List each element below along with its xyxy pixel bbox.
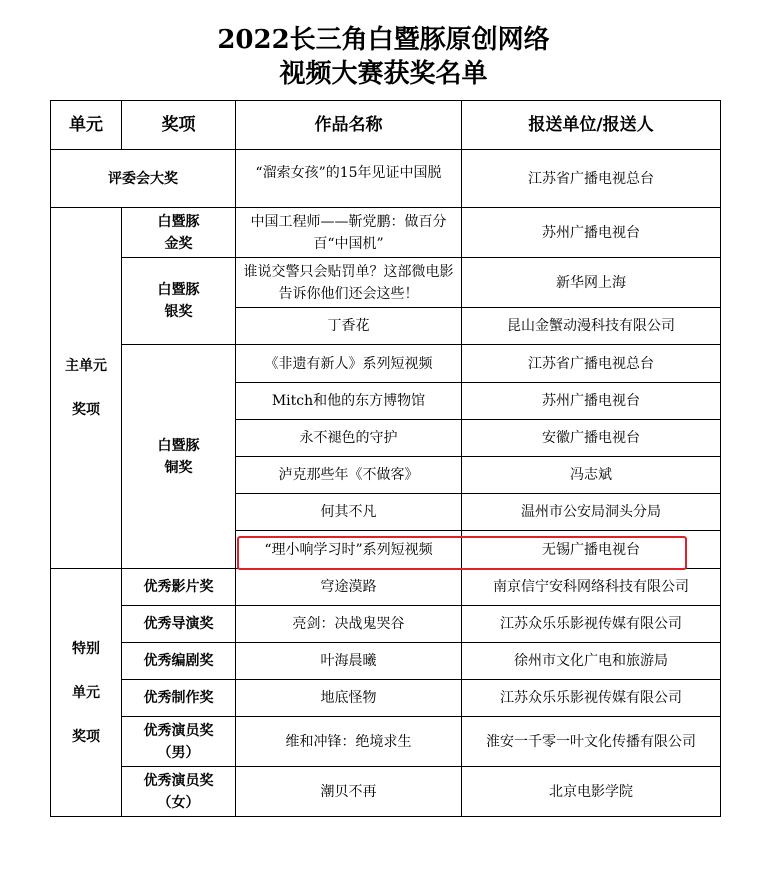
header-unit: 单元 — [51, 101, 122, 150]
table-row — [51, 717, 721, 767]
table-row — [51, 258, 721, 308]
special-award: 优秀演员奖 （女） — [122, 767, 236, 817]
submitter-cell: 江苏众乐乐影视传媒有限公司 — [462, 680, 721, 717]
submitter-cell: 温州市公安局洞头分局 — [462, 494, 721, 531]
work-cell: 穹途漠路 — [236, 569, 462, 606]
submitter-cell: 北京电影学院 — [462, 767, 721, 817]
submitter-cell: 苏州广播电视台 — [462, 383, 721, 420]
special-award: 优秀演员奖 （男） — [122, 717, 236, 767]
work-cell: 何其不凡 — [236, 494, 462, 531]
submitter-cell: 无锡广播电视台 — [462, 531, 721, 569]
submitter-cell: 徐州市文化广电和旅游局 — [462, 643, 721, 680]
submitter-cell: 新华网上海 — [462, 258, 721, 308]
submitter-cell: 苏州广播电视台 — [462, 208, 721, 258]
header-award: 奖项 — [122, 101, 236, 150]
special-award: 优秀制作奖 — [122, 680, 236, 717]
work-cell: 亮剑：决战鬼哭谷 — [236, 606, 462, 643]
table-row — [51, 643, 721, 680]
work-cell: “理小响学习时”系列短视频 — [236, 531, 462, 569]
work-cell: 丁香花 — [236, 308, 462, 345]
table-row — [51, 680, 721, 717]
header-row — [51, 101, 721, 150]
work-cell: 潮贝不再 — [236, 767, 462, 817]
special-unit-label: 特别 单元 奖项 — [51, 569, 122, 817]
submitter-cell: 南京信宁安科网络科技有限公司 — [462, 569, 721, 606]
bronze-award: 白暨豚 铜奖 — [122, 345, 236, 569]
header-submitter: 报送单位/报送人 — [462, 101, 721, 150]
title-line-1: 2022长三角白暨豚原创网络 — [217, 25, 550, 55]
special-award: 优秀导演奖 — [122, 606, 236, 643]
table-row — [51, 606, 721, 643]
work-cell: 谁说交警只会贴罚单？这部微电影告诉你他们还会这些！ — [236, 258, 462, 308]
work-cell: 叶海晨曦 — [236, 643, 462, 680]
jury-submitter: 江苏省广播电视总台 — [462, 150, 721, 208]
silver-award: 白暨豚 银奖 — [122, 258, 236, 345]
main-unit-label: 主单元 奖项 — [51, 208, 122, 569]
jury-row — [51, 150, 721, 208]
work-cell: 维和冲锋：绝境求生 — [236, 717, 462, 767]
special-award: 优秀影片奖 — [122, 569, 236, 606]
work-cell: 中国工程师——靳党鹏：做百分百“中国机” — [236, 208, 462, 258]
table-row — [51, 569, 721, 606]
submitter-cell: 昆山金蟹动漫科技有限公司 — [462, 308, 721, 345]
submitter-cell: 淮安一千零一叶文化传播有限公司 — [462, 717, 721, 767]
header-work: 作品名称 — [236, 101, 462, 150]
work-cell: 永不褪色的守护 — [236, 420, 462, 457]
submitter-cell: 冯志斌 — [462, 457, 721, 494]
submitter-cell: 江苏众乐乐影视传媒有限公司 — [462, 606, 721, 643]
submitter-cell: 安徽广播电视台 — [462, 420, 721, 457]
title-line-2: 视频大赛获奖名单 — [279, 59, 488, 89]
jury-work: “溜索女孩”的15年见证中国脱 — [236, 150, 462, 208]
table-row — [51, 767, 721, 817]
special-award: 优秀编剧奖 — [122, 643, 236, 680]
work-cell: Mitch和他的东方博物馆 — [236, 383, 462, 420]
gold-award: 白暨豚 金奖 — [122, 208, 236, 258]
work-cell: 泸克那些年《不做客》 — [236, 457, 462, 494]
awards-table — [50, 100, 721, 817]
submitter-cell: 江苏省广播电视总台 — [462, 345, 721, 383]
jury-award: 评委会大奖 — [51, 150, 236, 208]
table-row — [51, 208, 721, 258]
work-cell: 地底怪物 — [236, 680, 462, 717]
highlight-box — [237, 536, 687, 570]
table-row — [51, 345, 721, 383]
work-cell: 《非遗有新人》系列短视频 — [236, 345, 462, 383]
